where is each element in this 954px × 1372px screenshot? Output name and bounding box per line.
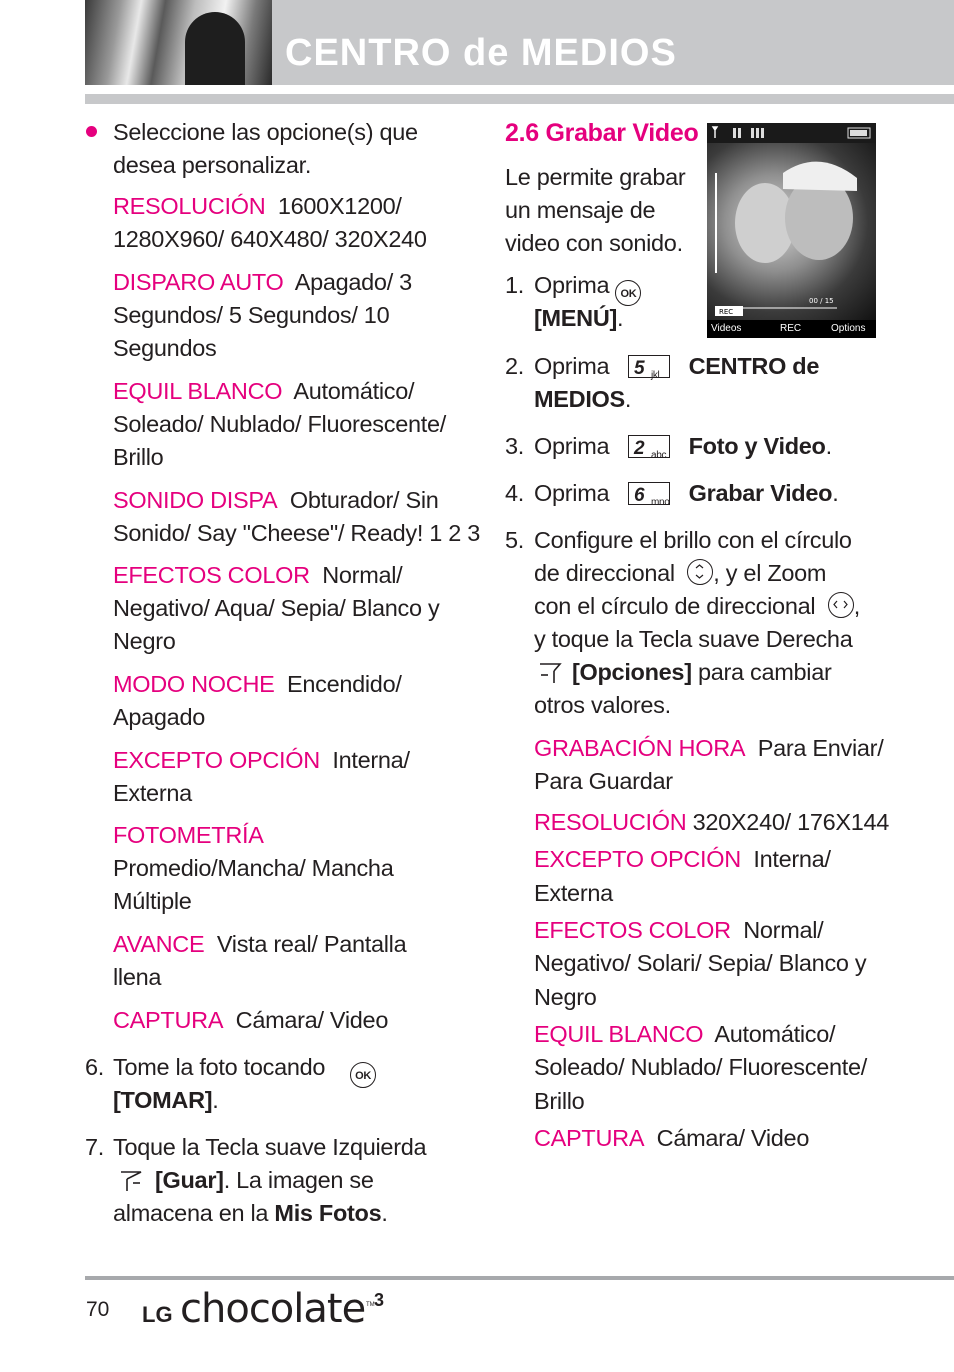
step5-line3 bbox=[534, 590, 860, 623]
page-number: 70 bbox=[86, 1298, 110, 1321]
step5-line2 bbox=[534, 557, 826, 590]
step1-text bbox=[534, 269, 641, 306]
intro-line: Le permite grabar bbox=[505, 164, 686, 190]
option-value-line: Múltiple bbox=[113, 888, 192, 914]
option-label: CAPTURA bbox=[113, 1007, 224, 1033]
option-label: EFECTOS COLOR bbox=[113, 562, 310, 588]
option-label: AVANCE bbox=[113, 931, 205, 957]
option-label: EXCEPTO OPCIÓN bbox=[534, 846, 741, 872]
video-preview-photo bbox=[707, 143, 876, 320]
option-value: Apagado/ 3 bbox=[294, 269, 412, 295]
option-value: Interna/ bbox=[332, 747, 410, 773]
step3-text bbox=[534, 430, 832, 463]
step-end: . bbox=[617, 305, 624, 331]
softkey-right-label: Options bbox=[831, 323, 866, 334]
step-number: 1. bbox=[505, 272, 524, 298]
header-photo-figure bbox=[185, 12, 245, 85]
step7-key bbox=[113, 1164, 374, 1197]
step-number: 6. bbox=[85, 1054, 104, 1080]
key-letters: jkl bbox=[650, 370, 660, 381]
step6-key bbox=[113, 1084, 219, 1117]
logo-three: 3 bbox=[374, 1290, 385, 1310]
step5-line5 bbox=[534, 656, 832, 689]
step-number: 7. bbox=[85, 1134, 104, 1160]
bullet-icon bbox=[86, 126, 97, 137]
option-label: SONIDO DISPA bbox=[113, 487, 278, 513]
option-equil-blanco bbox=[534, 1018, 835, 1051]
step-end: . bbox=[381, 1200, 388, 1226]
option-efectos-color bbox=[113, 559, 402, 592]
ok-key-icon: OK bbox=[350, 1062, 376, 1088]
option-avance bbox=[113, 928, 406, 961]
option-value: Cámara/ Video bbox=[656, 1125, 810, 1151]
option-resolucion bbox=[113, 190, 402, 223]
step-end: . bbox=[624, 386, 632, 412]
option-label: EQUIL BLANCO bbox=[534, 1021, 704, 1047]
footer-rule bbox=[85, 1276, 954, 1280]
step-text: . La imagen se bbox=[223, 1167, 374, 1193]
softkey-center-label: REC bbox=[780, 323, 802, 334]
screen-softkeys bbox=[707, 320, 876, 338]
option-value-line: Segundos/ 5 Segundos/ 10 bbox=[113, 302, 390, 328]
option-value-line: llena bbox=[113, 964, 162, 990]
step1-key bbox=[534, 302, 623, 335]
phone-screen-image bbox=[707, 123, 876, 338]
option-value: Cámara/ Video bbox=[235, 1007, 389, 1033]
step-text: otros valores. bbox=[534, 692, 671, 718]
step-text: Oprima bbox=[534, 272, 610, 298]
option-value: Normal/ bbox=[743, 917, 824, 943]
key-digit: 2 bbox=[633, 438, 645, 459]
option-value: 1600X1200/ bbox=[277, 193, 402, 219]
rec-counter: 00 / 15 bbox=[809, 297, 834, 305]
option-value-line: Segundos bbox=[113, 335, 217, 361]
rec-badge: REC bbox=[719, 308, 734, 316]
step-text: Configure el brillo con el círculo bbox=[534, 527, 852, 553]
option-efectos-color bbox=[534, 914, 823, 947]
status-bar bbox=[707, 123, 876, 143]
intro-line: un mensaje de bbox=[505, 197, 656, 223]
step2-text bbox=[534, 350, 819, 383]
step-text: de direccional bbox=[534, 560, 675, 586]
step-text: Oprima bbox=[534, 480, 610, 506]
option-value-line: 1280X960/ 640X480/ 320X240 bbox=[113, 226, 427, 252]
key-6-icon bbox=[628, 482, 670, 508]
softkey-left-label: Videos bbox=[711, 323, 742, 334]
step-end: . bbox=[832, 480, 839, 506]
ok-key-icon: OK bbox=[615, 280, 641, 306]
step4-text bbox=[534, 477, 838, 510]
option-value: Obturador/ Sin bbox=[289, 487, 439, 513]
page-title: CENTRO de MEDIOS bbox=[285, 32, 677, 74]
logo-wordmark: chocolate bbox=[180, 1286, 366, 1332]
key-2-icon bbox=[628, 435, 670, 461]
option-label: RESOLUCIÓN bbox=[113, 193, 266, 219]
menu-name: MEDIOS bbox=[534, 386, 625, 412]
intro-line: Seleccione las opcione(s) que bbox=[113, 119, 418, 145]
option-label: MODO NOCHE bbox=[113, 671, 275, 697]
option-label: DISPARO AUTO bbox=[113, 269, 284, 295]
step-text: Tome la foto tocando bbox=[113, 1054, 326, 1080]
option-label: EXCEPTO OPCIÓN bbox=[113, 747, 320, 773]
option-fotometria-label: FOTOMETRÍA bbox=[113, 822, 264, 848]
option-value: 320X240/ 176X144 bbox=[692, 809, 890, 835]
option-equil-blanco bbox=[113, 375, 414, 408]
key-digit: 5 bbox=[633, 358, 645, 379]
step-text: , bbox=[853, 593, 860, 619]
option-excepto-opcion bbox=[113, 744, 410, 777]
option-value-line: Brillo bbox=[534, 1088, 585, 1114]
step-text: Toque la Tecla suave Izquierda bbox=[113, 1134, 427, 1160]
option-label: RESOLUCIÓN bbox=[534, 809, 687, 835]
lg-chocolate-logo bbox=[140, 1284, 390, 1332]
step2-line2 bbox=[534, 383, 631, 416]
step-number: 4. bbox=[505, 480, 524, 506]
key-name: [Guar] bbox=[155, 1167, 224, 1193]
key-name: [Opciones] bbox=[572, 659, 692, 685]
option-disparo-auto bbox=[113, 266, 412, 299]
header-rule bbox=[85, 94, 954, 104]
menu-name: CENTRO de bbox=[688, 353, 820, 379]
step6-text bbox=[113, 1051, 376, 1088]
step-number: 2. bbox=[505, 353, 524, 379]
option-value: Automático/ bbox=[293, 378, 415, 404]
option-label: EFECTOS COLOR bbox=[534, 917, 731, 943]
option-label: CAPTURA bbox=[534, 1125, 645, 1151]
option-value-line: Soleado/ Nublado/ Fluorescente/ bbox=[113, 411, 446, 437]
right-softkey-icon bbox=[538, 660, 562, 682]
nav-updown-icon bbox=[687, 559, 713, 585]
step-end: . bbox=[212, 1087, 219, 1113]
menu-name: Grabar Video bbox=[688, 480, 833, 506]
step7-line3 bbox=[113, 1197, 388, 1230]
intro-line: desea personalizar. bbox=[113, 152, 312, 178]
option-value: Vista real/ Pantalla bbox=[216, 931, 407, 957]
step-text: y toque la Tecla suave Derecha bbox=[534, 626, 853, 652]
step-text: Oprima bbox=[534, 353, 610, 379]
option-value: Encendido/ bbox=[286, 671, 402, 697]
option-captura bbox=[113, 1004, 388, 1037]
menu-name: Foto y Video bbox=[688, 433, 826, 459]
option-label: GRABACIÓN HORA bbox=[534, 735, 746, 761]
option-value: Interna/ bbox=[753, 846, 831, 872]
logo-lg: LG bbox=[142, 1302, 173, 1327]
left-softkey-icon bbox=[119, 1168, 143, 1190]
option-grabacion-hora bbox=[534, 732, 883, 765]
option-excepto-opcion bbox=[534, 843, 831, 876]
key-digit: 6 bbox=[633, 485, 645, 506]
section-heading: 2.6 Grabar Video bbox=[505, 119, 699, 147]
option-captura bbox=[534, 1122, 809, 1155]
logo-tm: TM bbox=[366, 1302, 375, 1308]
option-value-line: Promedio/Mancha/ Mancha bbox=[113, 855, 394, 881]
key-letters: mno bbox=[650, 497, 670, 508]
option-value: Para Enviar/ bbox=[757, 735, 884, 761]
option-value-line: Brillo bbox=[113, 444, 164, 470]
step-text: almacena en la bbox=[113, 1200, 269, 1226]
option-sonido-dispa bbox=[113, 484, 439, 517]
option-value-line: Para Guardar bbox=[534, 768, 673, 794]
nav-leftright-icon bbox=[828, 592, 854, 618]
step-text: , y el Zoom bbox=[713, 560, 827, 586]
option-value: Automático/ bbox=[714, 1021, 836, 1047]
step-number: 3. bbox=[505, 433, 524, 459]
key-name: [MENÚ] bbox=[534, 305, 618, 331]
option-value-line: Externa bbox=[113, 780, 192, 806]
option-value-line: Apagado bbox=[113, 704, 205, 730]
intro-line: video con sonido. bbox=[505, 230, 683, 256]
option-value-line: Negativo/ Aqua/ Sepia/ Blanco y bbox=[113, 595, 440, 621]
option-value-line: Negro bbox=[113, 628, 176, 654]
option-value-line: Negativo/ Solari/ Sepia/ Blanco y bbox=[534, 950, 867, 976]
option-value-line: Externa bbox=[534, 880, 613, 906]
option-label: EQUIL BLANCO bbox=[113, 378, 283, 404]
key-5-icon bbox=[628, 355, 670, 381]
key-name: [TOMAR] bbox=[113, 1087, 213, 1113]
step-number: 5. bbox=[505, 527, 524, 553]
key-letters: abc bbox=[650, 450, 667, 461]
step-text: con el círculo de direccional bbox=[534, 593, 816, 619]
option-resolucion bbox=[534, 806, 889, 839]
header-photo bbox=[85, 0, 272, 85]
option-value-line: Negro bbox=[534, 984, 597, 1010]
option-value-line: Soleado/ Nublado/ Fluorescente/ bbox=[534, 1054, 867, 1080]
step-text: Oprima bbox=[534, 433, 610, 459]
option-modo-noche bbox=[113, 668, 402, 701]
step-end: . bbox=[825, 433, 832, 459]
option-value: Normal/ bbox=[322, 562, 403, 588]
step-text: para cambiar bbox=[697, 659, 832, 685]
menu-name: Mis Fotos bbox=[274, 1200, 382, 1226]
option-value-line: Sonido/ Say "Cheese"/ Ready! 1 2 3 bbox=[113, 520, 481, 546]
